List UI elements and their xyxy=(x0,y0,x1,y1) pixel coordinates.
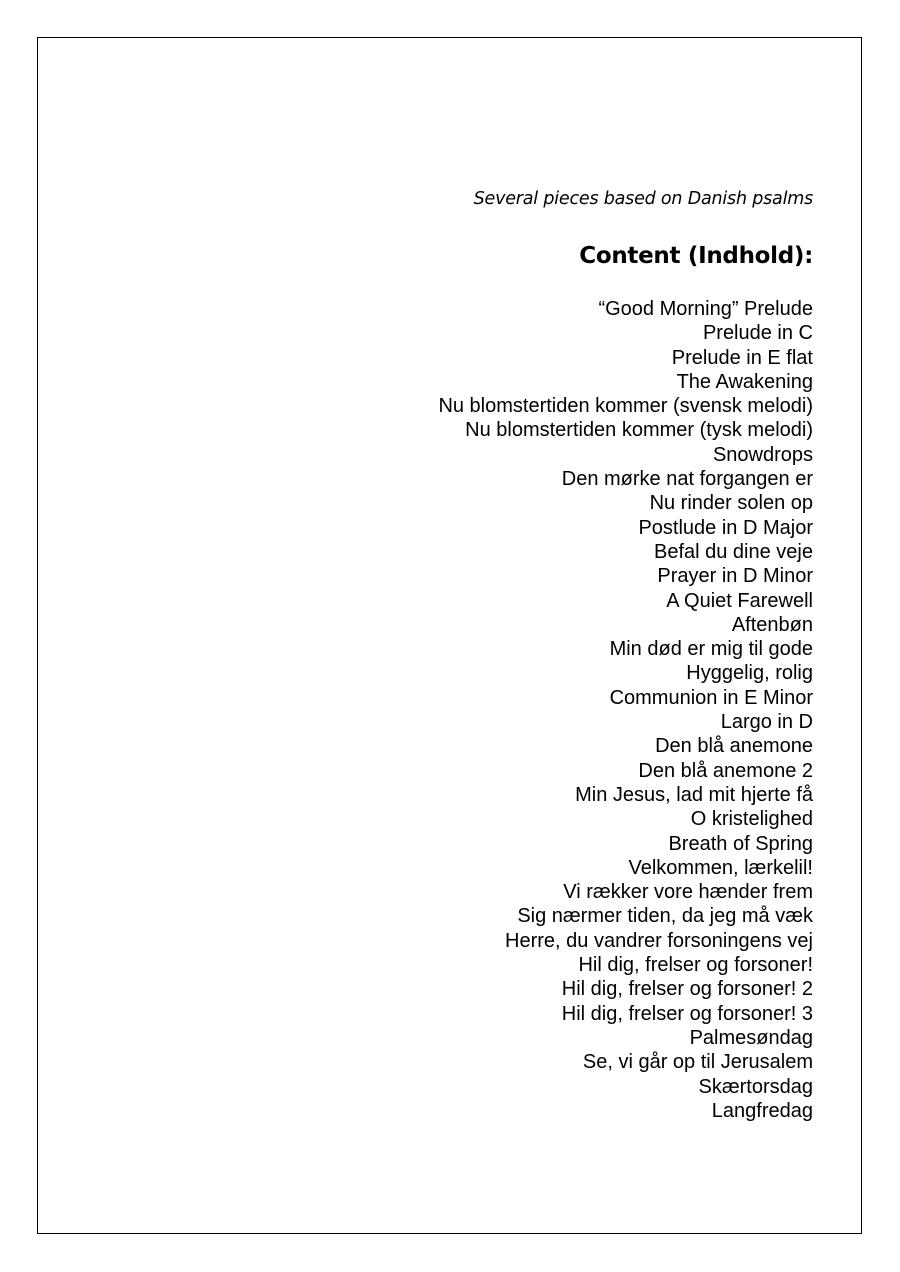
subtitle: Several pieces based on Danish psalms xyxy=(473,189,813,209)
contents-item: Den mørke nat forgangen er xyxy=(561,468,813,491)
contents-item: Befal du dine veje xyxy=(653,540,813,563)
contents-item: Palmesøndag xyxy=(689,1026,813,1049)
contents-item: Hil dig, frelser og forsoner! 3 xyxy=(561,1002,813,1025)
contents-item: Postlude in D Major xyxy=(638,516,813,539)
contents-item: Prelude in C xyxy=(702,322,813,345)
contents-item: O kristelighed xyxy=(690,808,813,831)
contents-item: Nu rinder solen op xyxy=(649,492,813,515)
contents-item: Langfredag xyxy=(711,1099,813,1122)
contents-item: Snowdrops xyxy=(712,443,813,466)
contents-item: Skærtorsdag xyxy=(698,1075,813,1098)
contents-item: Herre, du vandrer forsoningens vej xyxy=(505,929,813,952)
contents-item: Breath of Spring xyxy=(668,832,813,855)
contents-item: Sig nærmer tiden, da jeg må væk xyxy=(517,905,813,928)
contents-item: Min død er mig til gode xyxy=(609,638,813,661)
contents-item: Nu blomstertiden kommer (svensk melodi) xyxy=(438,395,813,418)
contents-item: Min Jesus, lad mit hjerte få xyxy=(575,783,813,806)
contents-item: Communion in E Minor xyxy=(609,686,813,709)
contents-item: Den blå anemone 2 xyxy=(638,759,813,782)
contents-heading: Content (Indhold): xyxy=(579,243,813,269)
contents-item: Aftenbøn xyxy=(731,613,813,636)
contents-item: The Awakening xyxy=(676,370,813,393)
contents-item: Largo in D xyxy=(720,711,813,734)
contents-list xyxy=(438,297,813,1123)
contents-item: Den blå anemone xyxy=(655,735,813,758)
contents-item: Hyggelig, rolig xyxy=(686,662,813,685)
contents-item: Prayer in D Minor xyxy=(657,565,813,588)
contents-item: A Quiet Farewell xyxy=(666,589,813,612)
contents-item: Se, vi går op til Jerusalem xyxy=(582,1051,813,1074)
contents-item: Nu blomstertiden kommer (tysk melodi) xyxy=(465,419,813,442)
contents-item: Hil dig, frelser og forsoner! xyxy=(578,954,813,977)
contents-item: “Good Morning” Prelude xyxy=(598,298,813,320)
contents-item: Hil dig, frelser og forsoner! 2 xyxy=(561,978,813,1001)
contents-item: Vi rækker vore hænder frem xyxy=(563,881,813,904)
contents-item: Velkommen, lærkelil! xyxy=(628,856,813,879)
contents-item: Prelude in E flat xyxy=(671,346,813,369)
